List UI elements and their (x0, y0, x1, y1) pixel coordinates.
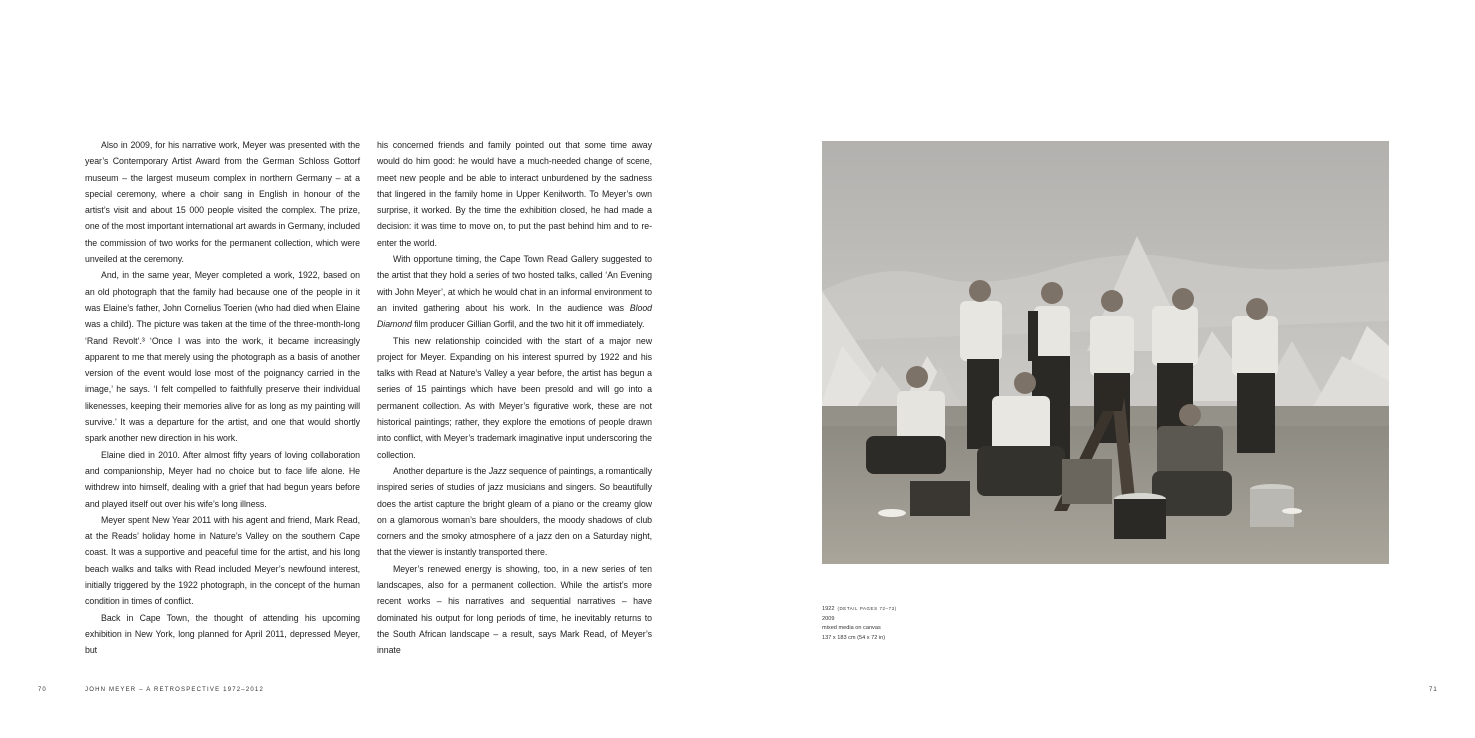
caption-title: 1922 (822, 606, 835, 612)
caption-year: 2009 (822, 615, 835, 622)
text-run: sequence of paintings, a romantically inspired series of studies of jazz musicians and singers. So beautifully does the artist capture the bright gleam of a piano or the creamy glow on a glamorous woman’s bare shoulders, the moody shadows of club corners and the smoky atmosphere of a jazz den on a Saturday night, that the viewer is instantly transported there. (377, 465, 652, 558)
text-column-1 (85, 137, 360, 659)
caption-title-line (822, 604, 897, 615)
paragraph (377, 251, 652, 332)
caption-detail-pages: (DETAIL PAGES 72–73) (837, 606, 897, 611)
paragraph: Also in 2009, for his narrative work, Meyer was presented with the year’s Contemporary Artist Award from the German Schloss Gottorf museum – the largest museum complex in northern Germany – at a special ceremony, where a choir sang in English in honour of the artist’s visit and about 15 000 people visited the complex. The prize, one of the most important international art awards in Germany, included the commission of two works for the permanent collection, which were unveiled at the ceremony. (85, 140, 361, 265)
paragraph: And, in the same year, Meyer completed a work, 1922, based on an old photograph that the family had because one of the people in it was Elaine’s father, John Cornelius Toerien (who had died when Elaine was a child). The picture was taken at the time of the three-month-long ‘Rand Revolt’.³ ‘Once I was into the work, it became increasingly apparent to me that merely using the photograph as a basis of another version of the event would lose most of the poignancy carried in the image,’ he says. ‘I felt compelled to faithfully preserve their individual likenesses, keeping their memories alive for as long as my painting will survive.’ It was a departure for the artist, and one that would shortly spark another new direction in his work. (85, 270, 360, 444)
caption-medium: mixed media on canvas (822, 625, 881, 632)
paragraph: his concerned friends and family pointed out that some time away would do him good: he would have a much-needed change of scene, meet new people and be able to interact unburdened by the sadness that lingered in the family home in Upper Kenilworth. To Meyer’s own surprise, it worked. By the time the exhibition closed, he had made a decision: it was time to move on, to put the past behind him and to re-enter the world. (377, 140, 652, 248)
text-run: Another departure is the (393, 465, 489, 476)
italic-title: Blood Diamond (377, 302, 652, 330)
paragraph: Meyer spent New Year 2011 with his agent and friend, Mark Read, at the Reads’ holiday home in Nature’s Valley on the southern Cape coast. It was a supportive and peaceful time for the artist, and his long beach walks and talks with Read included Meyer’s newfound interest, initially triggered by the 1922 photograph, in the concept of the human condition in times of conflict. (85, 514, 360, 607)
left-page (0, 0, 737, 738)
page-number-left: 70 (38, 687, 47, 693)
right-page (737, 0, 1475, 738)
caption-dimensions: 137 x 183 cm (54 x 72 in) (822, 634, 886, 641)
paragraph: Back in Cape Town, the thought of attending his upcoming exhibition in New York, long planned for April 2011, depressed Meyer, but (85, 612, 360, 656)
italic-title: Jazz (488, 465, 507, 476)
page-number-right: 71 (1429, 687, 1438, 693)
text-column-2 (377, 137, 652, 659)
painting-icon (822, 141, 1389, 564)
paragraph: Elaine died in 2010. After almost fifty years of loving collaboration and companionship, Meyer had no choice but to face life alone. He withdrew into himself, dealing with a grief that had begun years before and played itself out over his wife’s long illness. (85, 449, 360, 509)
text-run: film producer Gillian Gorfil, and the two hit it off immediately. (411, 319, 645, 330)
artwork-caption (822, 604, 897, 643)
paragraph: This new relationship coincided with the start of a major new project for Meyer. Expanding on his interest spurred by 1922 and his talks with Read at Nature’s Valley a year before, the artist has begun a series of 15 paintings which have been presold and will go into a permanent collection. As with Meyer’s figurative work, these are not historical paintings; rather, they explore the emotions of people drawn into conflict, with Meyer’s trademark imaginative input underscoring the collection. (377, 335, 652, 460)
text-run: With opportune timing, the Cape Town Read Gallery suggested to the artist that they hold a series of two hosted talks, called ‘An Evening with John Meyer’, at which he would chat in an informal environment to an invited gathering about his work. In the audience was (377, 254, 652, 313)
running-head: JOHN MEYER – A RETROSPECTIVE 1972–2012 (85, 687, 264, 693)
paragraph: Meyer’s renewed energy is showing, too, in a new series of ten landscapes, also for a permanent collection. While the artist’s more recent works – his narratives and sequential narratives – have dominated his output for long periods of time, he inevitably returns to the South African landscape – a result, says Mark Read, of Meyer’s innate (377, 563, 652, 656)
paragraph (377, 463, 652, 561)
